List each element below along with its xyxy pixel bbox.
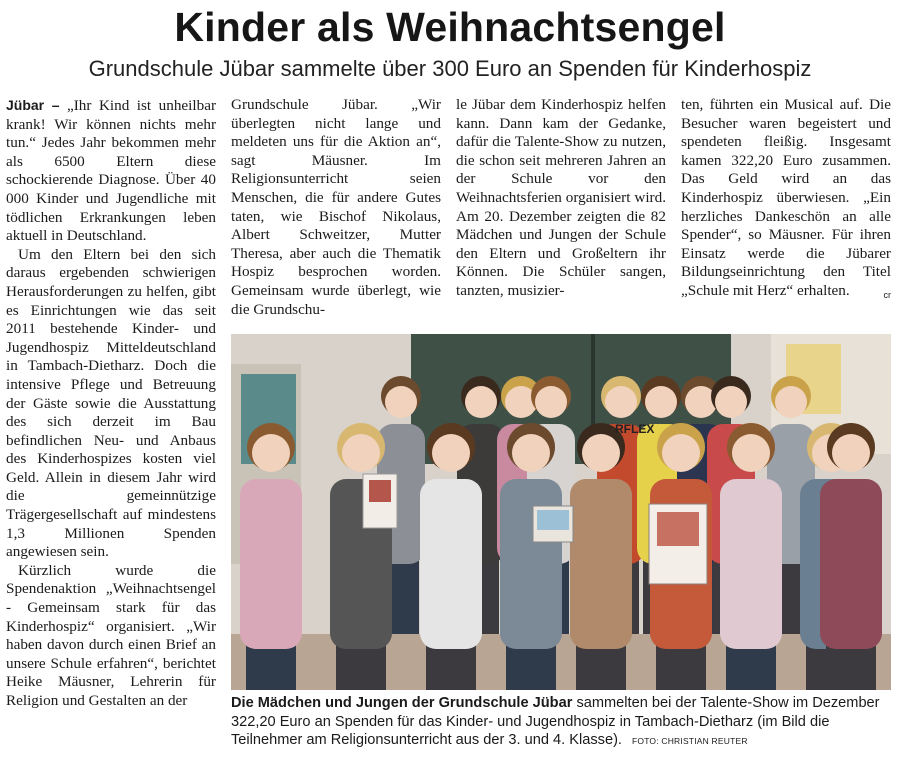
- paragraph: Kürzlich wurde die Spendenaktion „Weihnachtsengel - Gemeinsam stark für das Kinderhospiz“ organisiert. „Wir haben davon durch einen Brief an unsere Schule erfahren“, berichtet Heike Mäusner, Lehrerin für Religion und Gestalten an der: [6, 561, 216, 709]
- dateline: Jübar –: [6, 97, 60, 113]
- paragraph: Grundschule Jübar. „Wir überlegten nicht lange und meldeten uns für die Aktion an“, sagt Mäusner. Im Religionsunterricht seien Menschen, die für andere Gutes taten, wie Bischof Nikolaus, Albert Schweitzer, Mutter Theresa, aber auch die Thematik Hospiz besprochen worden. Gemeinsam wurde überlegt, wie die Grundschu-: [231, 96, 441, 318]
- photo-caption: [231, 694, 893, 751]
- shirt-text: RFLEX: [615, 422, 655, 436]
- paragraph: [6, 96, 216, 246]
- paragraph: [681, 96, 891, 301]
- article-column-1: [6, 96, 216, 711]
- group-photo-illustration: [231, 334, 891, 690]
- caption-lead: Die Mädchen und Jungen der Grundschule Jübar: [231, 695, 573, 711]
- paragraph-text: ten, führten ein Musical auf. Die Besucher waren begeistert und spendeten fleißig. Insgesamt kamen 322,20 Euro zusammen. Das Geld wird an das Kinderhospiz überwiesen. „Ein herzliches Dankeschön an alle Spender“, so Mäusner. Für ihren Einsatz werde die Jübarer Bildungseinrichtung den Titel „Schule mit Herz“ erhalten.: [681, 96, 891, 299]
- article-photo: [231, 334, 891, 690]
- headline: Kinder als Weihnachtsengel: [174, 4, 726, 50]
- subheadline: Grundschule Jübar sammelte über 300 Euro an Spenden für Kinderhospiz: [88, 56, 812, 81]
- paragraph: le Jübar dem Kinderhospiz helfen kann. Dann kam der Gedanke, dafür die Talente-Show zu nutzen, die schon seit mehreren Jahren an der Schule vor den Weihnachtsferien organisiert wird. Am 20. Dezember zeigten die 82 Mädchen und Jungen der Schule den Eltern und Großeltern ihr Können. Die Schüler sangen, tanzten, musizier-: [456, 96, 666, 299]
- article-column-3: [456, 96, 666, 301]
- paragraph-text: „Ihr Kind ist unheilbar krank! Wir können nichts mehr tun.“ Jedes Jahr bekommen mehr als 6500 Eltern diese schockierende Diagnose. Über 40 000 Kinder und Jugendliche mit tödlichen Erkrankungen leben aktuell in Deutschland.: [6, 97, 216, 245]
- author-initials: cr: [883, 289, 891, 300]
- paragraph: Um den Eltern bei den sich daraus ergebenden schwierigen Herausforderungen zu helfen, gibt es Einrichtungen wie das seit 2011 bestehende Kinder- und Jugendhospiz Mitteldeutschland in Tambach-Dietharz. Doch die intensive Pflege und Betreuung der Gäste sowie die Ausstattung des sich derzeit im Bau befindlichen Neu- und Anbaus des Kinderhospizes kosten viel Geld. Allein in diesem Jahr wird die gemeinnützige Trägergesellschaft auf mindestens 1,3 Millionen Spenden angewiesen sein.: [6, 245, 216, 561]
- article-column-2: [231, 96, 441, 319]
- article-column-4: [681, 96, 891, 305]
- caption-text: sammelten bei der Talente-Show im Dezember 322,20 Euro an Spenden für das Kinder- und Jugendhospiz in Tambach-Dietharz (im Bild die Teilnehmer am Religionsunterricht aus der 3. und 4. Klasse).: [231, 695, 880, 749]
- photo-credit: FOTO: CHRISTIAN REUTER: [631, 736, 748, 747]
